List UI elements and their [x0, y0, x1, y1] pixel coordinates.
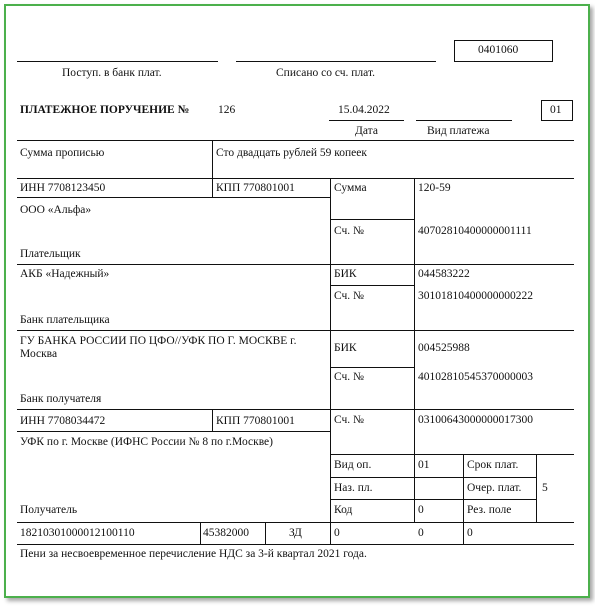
kbk-value: 18210301000012100110 — [20, 527, 135, 539]
grid-line — [17, 431, 330, 432]
priority-value: 5 — [542, 482, 548, 494]
payer-bank-account-label: Сч. № — [334, 290, 365, 302]
grid-line — [330, 285, 414, 286]
payment-type-label: Вид платежа — [427, 125, 490, 137]
date-label: Дата — [355, 125, 378, 137]
grid-line — [200, 522, 201, 544]
op-type-value: 01 — [418, 459, 430, 471]
grid-line — [330, 178, 331, 544]
priority-label: Очер. плат. — [467, 482, 522, 494]
due-label: Срок плат. — [467, 459, 519, 471]
payer-bank-account: 30101810400000000222 — [418, 290, 533, 302]
recipient-inn: ИНН 7708034472 — [20, 415, 106, 427]
recipient-bank-bik-label: БИК — [334, 342, 357, 354]
doc-date-value: 0 — [467, 527, 473, 539]
payer-bank-bik: 044583222 — [418, 268, 470, 280]
recipient-bank-account-label: Сч. № — [334, 371, 365, 383]
payment-type-line — [416, 120, 512, 121]
amount-words-label: Сумма прописью — [20, 147, 105, 159]
payer-name: ООО «Альфа» — [20, 204, 92, 216]
debited-label: Списано со сч. плат. — [276, 67, 375, 79]
payer-label: Плательщик — [20, 248, 81, 260]
doc-number-value: 0 — [418, 527, 424, 539]
recipient-label: Получатель — [20, 504, 78, 516]
sum-label: Сумма — [334, 182, 367, 194]
order-date: 15.04.2022 — [338, 104, 390, 116]
op-type-label: Вид оп. — [334, 459, 372, 471]
received-label: Поступ. в банк плат. — [62, 67, 162, 79]
order-number: 126 — [218, 104, 236, 116]
recipient-name: УФК по г. Москве (ИФНС России № 8 по г.Москве) — [20, 436, 273, 448]
payer-bank-name: АКБ «Надежный» — [20, 268, 110, 280]
payer-bank-bik-label: БИК — [334, 268, 357, 280]
status-code: 01 — [550, 104, 562, 116]
payer-kpp: КПП 770801001 — [216, 182, 295, 194]
grid-line — [17, 409, 574, 410]
recipient-kpp: КПП 770801001 — [216, 415, 295, 427]
debited-line — [236, 61, 436, 62]
payer-inn: ИНН 7708123450 — [20, 182, 106, 194]
grid-line — [17, 522, 574, 523]
recipient-bank-bik: 004525988 — [418, 342, 470, 354]
grid-line — [212, 178, 213, 197]
recipient-bank-label: Банк получателя — [20, 393, 102, 405]
grid-line — [17, 178, 574, 179]
payer-account: 40702810400000001111 — [418, 225, 532, 237]
document-title: ПЛАТЕЖНОЕ ПОРУЧЕНИЕ № — [20, 104, 190, 116]
oktmo-value: 45382000 — [203, 527, 249, 539]
recipient-bank-account: 40102810545370000003 — [418, 371, 533, 383]
grid-line — [330, 454, 574, 455]
received-line — [17, 61, 218, 62]
reserve-label: Рез. поле — [467, 504, 512, 516]
date-line — [329, 120, 404, 121]
payment-purpose: Пени за несвоевременное перечисление НДС за 3-й квартал 2021 года. — [20, 548, 367, 560]
grid-line — [414, 178, 415, 522]
grid-line — [212, 140, 213, 178]
grid-line — [330, 499, 536, 500]
grid-line — [330, 219, 414, 220]
grid-line — [330, 367, 414, 368]
payer-account-label: Сч. № — [334, 225, 365, 237]
purpose-code-label: Наз. пл. — [334, 482, 373, 494]
grid-line — [17, 330, 574, 331]
grid-line — [265, 522, 266, 544]
basis-value: ЗД — [289, 527, 302, 539]
period-value: 0 — [334, 527, 340, 539]
form-code: 0401060 — [478, 44, 519, 56]
grid-line — [212, 409, 213, 431]
grid-line — [17, 197, 330, 198]
payer-bank-label: Банк плательщика — [20, 314, 110, 326]
grid-line — [17, 544, 574, 545]
recipient-bank-name: ГУ БАНКА РОССИИ ПО ЦФО//УФК ПО Г. МОСКВЕ г. Москва — [20, 335, 297, 360]
recipient-account: 03100643000000017300 — [418, 414, 533, 426]
grid-line — [17, 264, 574, 265]
grid-line — [330, 477, 536, 478]
grid-line — [17, 140, 574, 141]
code-label: Код — [334, 504, 353, 516]
grid-line — [536, 454, 537, 522]
recipient-account-label: Сч. № — [334, 414, 365, 426]
amount-words-value: Сто двадцать рублей 59 копеек — [216, 147, 367, 159]
sum-value: 120-59 — [418, 182, 451, 194]
code-value: 0 — [418, 504, 424, 516]
